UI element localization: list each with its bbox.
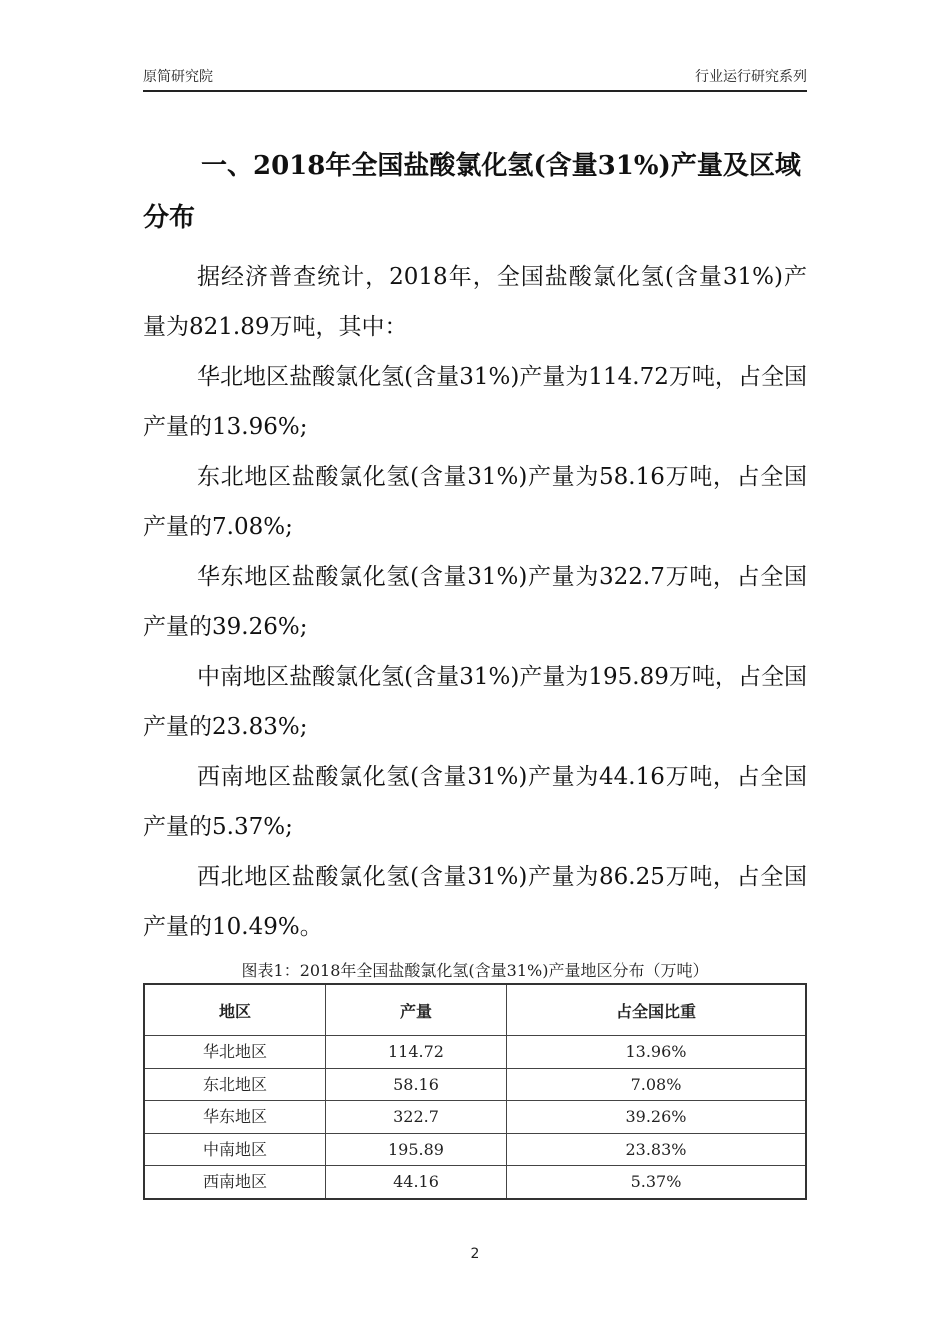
region-distribution-table [143,983,807,1200]
cell-share: 39.26% [507,1101,807,1134]
section-title: 一、2018年全国盐酸氯化氢(含量31%)产量及区域分布 [143,151,801,233]
table-row [144,1101,806,1134]
cell-output: 322.7 [326,1101,507,1134]
cell-share: 13.96% [507,1036,807,1069]
column-header-share: 占全国比重 [507,984,807,1036]
cell-output: 195.89 [326,1133,507,1166]
paragraph-summary: 据经济普查统计，2018年，全国盐酸氯化氢(含量31%)产量为821.89万吨，其中： [143,264,807,340]
cell-share: 23.83% [507,1133,807,1166]
column-header-region: 地区 [144,984,326,1036]
cell-region: 东北地区 [144,1068,326,1101]
column-header-output: 产量 [326,984,507,1036]
cell-region: 中南地区 [144,1133,326,1166]
series-name: 行业运行研究系列 [695,69,807,85]
paragraph-southwest: 西南地区盐酸氯化氢(含量31%)产量为44.16万吨，占全国产量的5.37%; [143,764,807,840]
page-header [143,68,807,92]
body-text [143,252,807,952]
table-row [144,1166,806,1199]
cell-region: 华北地区 [144,1036,326,1069]
table-row [144,1068,806,1101]
paragraph-northeast: 东北地区盐酸氯化氢(含量31%)产量为58.16万吨，占全国产量的7.08%; [143,464,807,540]
cell-output: 44.16 [326,1166,507,1199]
table-row [144,1036,806,1069]
paragraph-north-china: 华北地区盐酸氯化氢(含量31%)产量为114.72万吨，占全国产量的13.96%; [143,364,807,440]
table-caption: 图表1：2018年全国盐酸氯化氢(含量31%)产量地区分布（万吨） [241,961,709,980]
cell-output: 58.16 [326,1068,507,1101]
cell-output: 114.72 [326,1036,507,1069]
cell-share: 5.37% [507,1166,807,1199]
cell-region: 华东地区 [144,1101,326,1134]
publisher-name: 原简研究院 [143,69,213,85]
paragraph-central-south: 中南地区盐酸氯化氢(含量31%)产量为195.89万吨，占全国产量的23.83%; [143,664,807,740]
paragraph-east-china: 华东地区盐酸氯化氢(含量31%)产量为322.7万吨，占全国产量的39.26%; [143,564,807,640]
cell-share: 7.08% [507,1068,807,1101]
paragraph-northwest: 西北地区盐酸氯化氢(含量31%)产量为86.25万吨，占全国产量的10.49%。 [143,864,807,940]
cell-region: 西南地区 [144,1166,326,1199]
table-row [144,1133,806,1166]
page-number: 2 [470,1246,480,1262]
table-header-row [144,984,806,1036]
